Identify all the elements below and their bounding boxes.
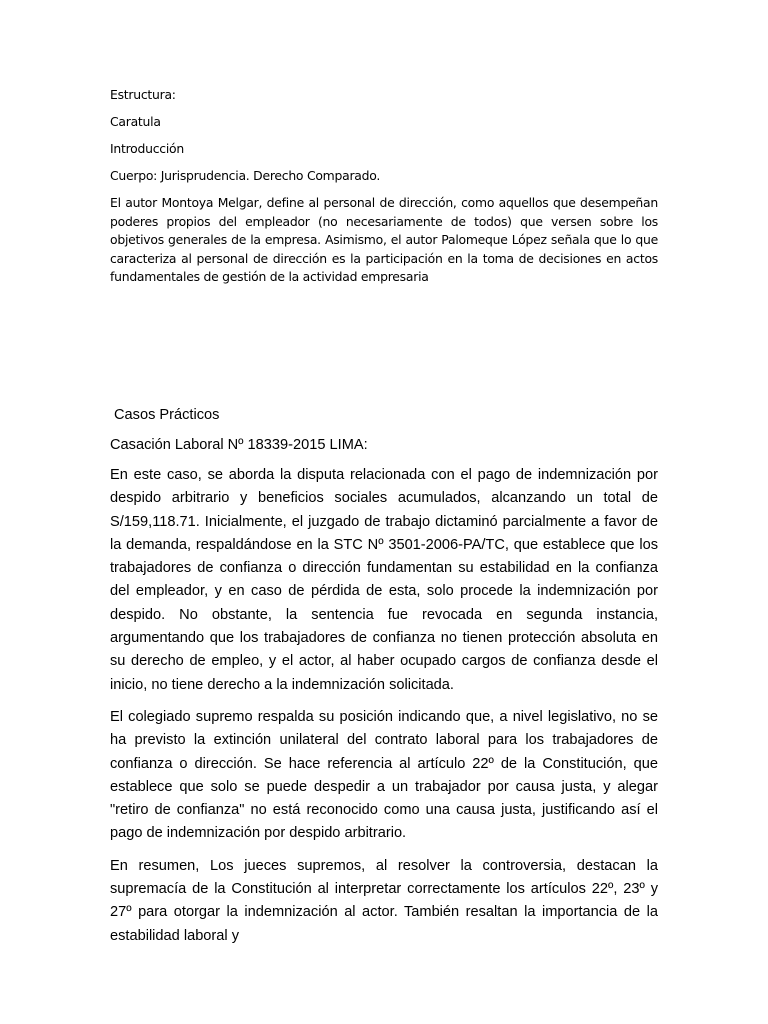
cases-title: Casos Prácticos	[114, 407, 220, 423]
outline-item-caratula: Caratula	[110, 114, 161, 129]
outline-item-cuerpo: Cuerpo: Jurisprudencia. Derecho Comparado.	[110, 168, 381, 183]
outline-section	[110, 86, 658, 287]
case-paragraph-1: En este caso, se aborda la disputa relacionada con el pago de indemnización por despido arbitrario y beneficios sociales acumulados, alcanzando un total de S/159,118.71. Inicialmente, el juzgado de trabajo dictaminó parcialmente a favor de la demanda, respaldándose en la STC Nº 3501-2006-PA/TC, que establece que los trabajadores de confianza o dirección fundamentan su estabilidad en la confianza del empleador, y en caso de pérdida de esta, solo procede la indemnización por despido. No obstante, la sentencia fue revocada en segunda instancia, argumentando que los trabajadores de confianza no tienen protección absoluta en su derecho de empleo, y el actor, al haber ocupado cargos de confianza desde el inicio, no tiene derecho a la indemnización solicitada.	[110, 467, 658, 693]
cases-section	[110, 403, 658, 957]
outline-item-introduccion: Introducción	[110, 141, 184, 156]
case-title: Casación Laboral Nº 18339-2015 LIMA:	[110, 437, 368, 453]
outline-paragraph: El autor Montoya Melgar, define al personal de dirección, como aquellos que desempeñan poderes propios del empleador (no necesariamente de todos) que versen sobre los objetivos generales de la empresa. Asimismo, el autor Palomeque López señala que lo que caracteriza al personal de dirección es la participación en la toma de decisiones en actos fundamentales de gestión de la actividad empresaria	[110, 195, 658, 284]
case-paragraph-2: El colegiado supremo respalda su posición indicando que, a nivel legislativo, no se ha previsto la extinción unilateral del contrato laboral para los trabajadores de confianza o dirección. Se hace referencia al artículo 22º de la Constitución, que establece que solo se puede despedir a un trabajador por causa justa, y alegar "retiro de confianza" no está reconocido como una causa justa, justificando así el pago de indemnización por despido arbitrario.	[110, 708, 658, 842]
case-paragraph-3: En resumen, Los jueces supremos, al resolver la controversia, destacan la supremacía de la Constitución al interpretar correctamente los artículos 22º, 23º y 27º para otorgar la indemnización al actor. También resaltan la importancia de la estabilidad laboral y	[110, 857, 658, 944]
outline-heading: Estructura:	[110, 87, 176, 102]
